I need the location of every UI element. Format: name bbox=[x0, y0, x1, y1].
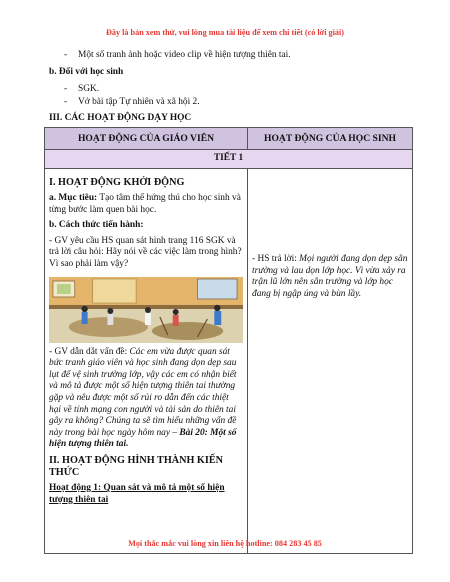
gv-ask-paragraph: - GV yêu cầu HS quan sát hình trang 116 SGK và trả lời câu hỏi: Hãy nói về các việc làm trong hình? Vì sao phải làm vậy? bbox=[49, 235, 242, 269]
lesson-activity-table bbox=[44, 127, 413, 554]
teacher-column-header: HOẠT ĐỘNG CỦA GIÁO VIÊN bbox=[45, 128, 248, 150]
student-activity-cell bbox=[248, 169, 413, 554]
student-prep-heading: b. Đối với học sinh bbox=[49, 67, 124, 77]
teacher-prep-text: Một số tranh ảnh hoặc video clip về hiện tượng thiên tai. bbox=[78, 50, 291, 60]
goal-paragraph bbox=[49, 193, 243, 216]
section-title: III. CÁC HOẠT ĐỘNG DẠY HỌC bbox=[49, 113, 192, 123]
student-column-header: HOẠT ĐỘNG CỦA HỌC SINH bbox=[248, 128, 413, 150]
period-row: TIẾT 1 bbox=[45, 150, 413, 169]
teacher-activity-cell bbox=[45, 169, 248, 554]
activity-1-title: Hoạt động 1: Quan sát và mô tả một số hiện tượng thiên tai bbox=[49, 482, 225, 505]
student-item: - SGK. bbox=[64, 84, 100, 94]
hs-answer-italic: Mọi người đang dọn dẹp sân trường và lau dọn lớp học. Vì vừa xảy ra trận lũ lớn nên sân trường và lớp học đang bị ngập úng và bùn lầy. bbox=[252, 254, 408, 299]
student-item-text: Vở bài tập Tự nhiên và xã hội 2. bbox=[78, 97, 200, 107]
formation-title: II. HOẠT ĐỘNG HÌNH THÀNH KIẾN THỨC bbox=[49, 454, 223, 478]
hotline-banner-bottom: Mọi thắc mắc vui lòng xin liên hệ hotline: 084 283 45 85 bbox=[128, 539, 322, 548]
gv-lead-italic: Các em vừa được quan sát bức tranh giáo viên và học sinh đang dọn dẹp sau lụt để vệ sinh trường lớp, vậy các em có nhận biết và mô tả được một số hiện tượng thiên tai thường gặp và nêu được một số rủi ro dẫn đến các thiệt hại về tính mạng con người và tài sản do thiên tai gây ra không? Chúng ta sẽ tìm hiểu những vấn đề này trong bài học ngày hôm nay – bbox=[49, 346, 237, 438]
goal-text: Tạo tâm thế hứng thú cho học sinh và từng bước làm quen bài học. bbox=[49, 193, 241, 215]
student-item: - Vở bài tập Tự nhiên và xã hội 2. bbox=[64, 97, 200, 107]
gv-lead-prefix: - GV dẫn dắt vấn đề: bbox=[49, 346, 128, 357]
hs-answer-paragraph bbox=[252, 254, 408, 300]
lesson-title: Bài 20: Một số hiện tượng thiên tai. bbox=[49, 427, 237, 450]
teacher-prep-item: - Một số tranh ảnh hoặc video clip về hiện tượng thiên tai. bbox=[64, 50, 291, 60]
warmup-title: I. HOẠT ĐỘNG KHỞI ĐỘNG bbox=[49, 177, 185, 188]
goal-label: a. Mục tiêu: bbox=[49, 193, 98, 203]
student-item-text: SGK. bbox=[78, 84, 100, 94]
preview-banner-top: Đây là bản xem thử, vui lòng mua tài liệu để xem chi tiết (có lời giải) bbox=[105, 28, 344, 37]
textbook-illustration bbox=[49, 277, 243, 343]
gv-lead-paragraph bbox=[49, 347, 243, 451]
method-label: b. Cách thức tiến hành: bbox=[49, 220, 144, 231]
hs-answer-prefix: - HS trả lời: bbox=[252, 254, 297, 264]
